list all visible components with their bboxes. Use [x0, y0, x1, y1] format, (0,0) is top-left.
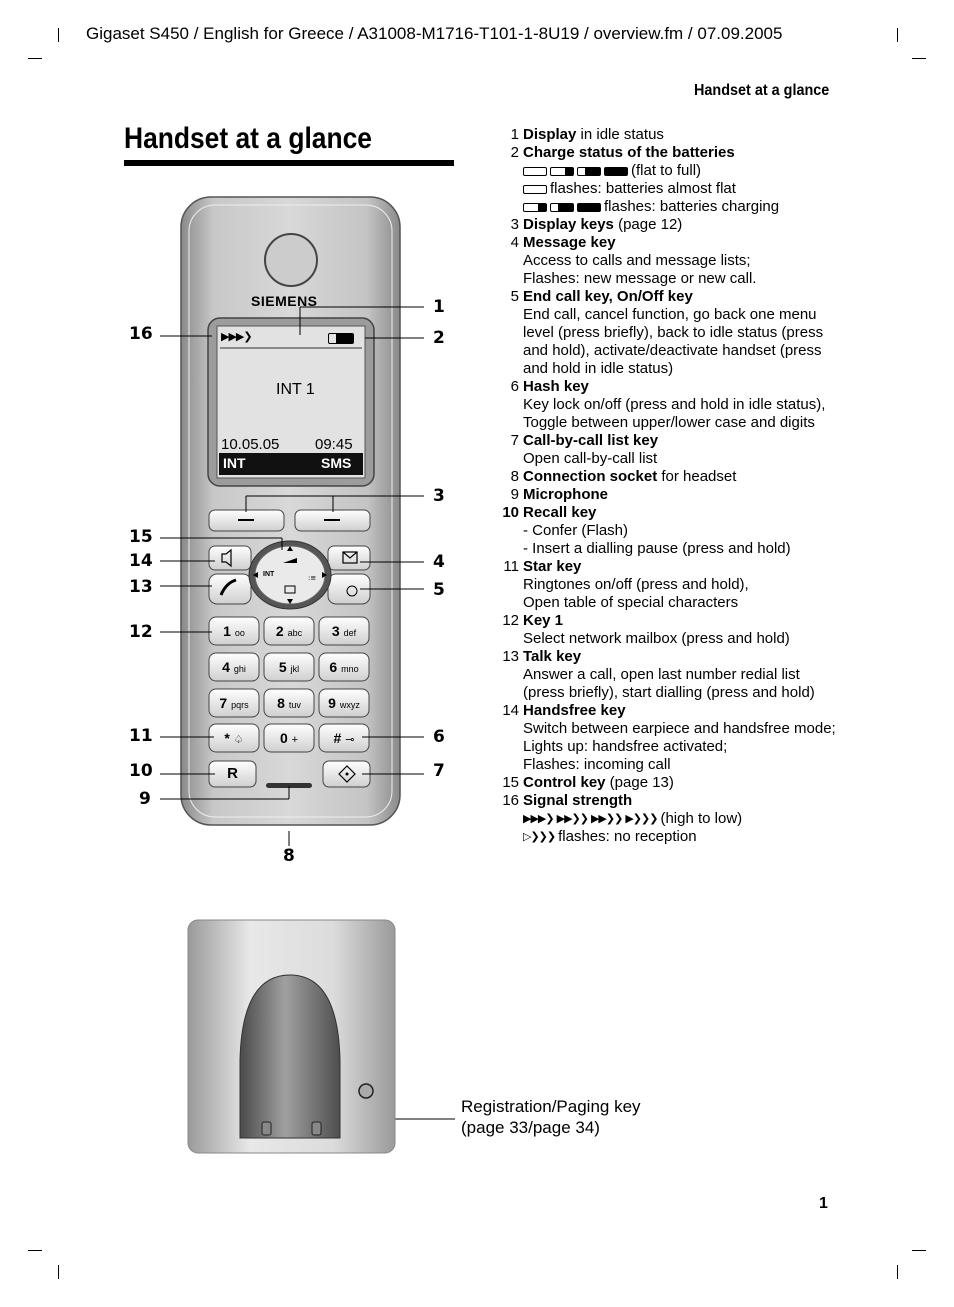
- caption-line: Registration/Paging key: [461, 1097, 641, 1116]
- item-text: flashes: batteries charging: [604, 198, 780, 215]
- caption-line: (page 33/page 34): [461, 1118, 600, 1137]
- item-number: 3: [510, 216, 519, 233]
- talk-key[interactable]: [209, 574, 251, 604]
- item-text: Open table of special characters: [523, 594, 739, 611]
- item-text: flashes: batteries almost flat: [550, 180, 736, 197]
- handset-name: INT 1: [276, 381, 315, 398]
- signal-full-icon: ▶▶▶❯: [523, 812, 554, 826]
- item-title: Display: [523, 126, 577, 143]
- item-text: - Confer (Flash): [523, 522, 629, 539]
- item-title: Connection socket: [523, 468, 658, 485]
- recall-key-label: R: [227, 765, 238, 782]
- signal-mid-icon: ▶▶❯❯: [590, 812, 623, 826]
- item-text: Select network mailbox (press and hold): [523, 630, 790, 647]
- earpiece: [265, 234, 317, 286]
- item-number: 6: [510, 378, 519, 395]
- callout-5: 5: [433, 580, 445, 600]
- key-label: 8 tuv: [277, 695, 301, 711]
- item-text: Access to calls and message lists;: [523, 252, 751, 269]
- softkey-sms-label: SMS: [321, 455, 352, 471]
- item-title: Charge status of the batteries: [523, 144, 735, 161]
- item-number: 10: [502, 504, 519, 521]
- control-key[interactable]: [249, 541, 331, 609]
- key-label: 6 mno: [329, 659, 359, 675]
- item-number: 14: [502, 702, 519, 719]
- item-title: Star key: [523, 558, 582, 575]
- item-number: 1: [510, 126, 519, 143]
- item-number: 9: [510, 486, 519, 503]
- item-text: Toggle between upper/lower case and digits: [523, 414, 815, 431]
- item-text: (flat to full): [631, 162, 702, 179]
- callout-8: 8: [283, 846, 295, 866]
- callout-10: 10: [129, 761, 153, 781]
- running-head: Handset at a glance: [693, 82, 829, 99]
- item-number: 2: [510, 144, 519, 161]
- item-title: Hash key: [523, 378, 589, 395]
- item-text: Key lock on/off (press and hold in idle status),: [523, 396, 826, 413]
- callout-2: 2: [433, 328, 445, 348]
- charging-contact: [312, 1122, 321, 1135]
- base-station: [188, 920, 395, 1153]
- paging-key[interactable]: [359, 1084, 373, 1098]
- item-text: - Insert a dialling pause (press and hold): [523, 540, 791, 557]
- key-label: 3 def: [331, 623, 357, 639]
- display-time: 09:45: [315, 436, 353, 453]
- callout-15: 15: [129, 527, 153, 547]
- signal-high-icon: ▶▶❯❯: [556, 812, 588, 826]
- item-title: Control key: [523, 774, 606, 791]
- item-title: End call key, On/Off key: [523, 288, 693, 305]
- signal-none-icon: ▷❯❯❯: [523, 830, 556, 844]
- signal-strength-icon: ▶▶▶❯: [221, 330, 252, 343]
- handsfree-key[interactable]: [209, 546, 251, 570]
- item-title: Display keys: [523, 216, 614, 233]
- charging-contact: [262, 1122, 271, 1135]
- item-text: (page 13): [605, 774, 674, 791]
- item-number: 13: [502, 648, 519, 665]
- callout-6: 6: [433, 727, 445, 747]
- item-text: Lights up: handsfree activated;: [523, 738, 728, 755]
- item-text: Flashes: new message or new call.: [523, 270, 757, 287]
- callout-16: 16: [129, 324, 153, 344]
- item-number: 7: [510, 432, 519, 449]
- item-title: Microphone: [523, 486, 608, 503]
- registration-key-caption: [461, 1096, 641, 1138]
- item-text: flashes: no reception: [558, 828, 697, 846]
- key-label: 0 +: [279, 730, 299, 746]
- item-title: Call-by-call list key: [523, 432, 659, 449]
- item-title: Recall key: [523, 504, 597, 521]
- display-date: 10.05.05: [221, 436, 280, 453]
- battery-status-icon: [328, 330, 357, 348]
- page-number: 1: [819, 1195, 828, 1212]
- callout-4: 4: [433, 552, 445, 572]
- key-label: 4 ghi: [222, 659, 246, 675]
- item-number: 15: [502, 774, 519, 791]
- callout-1: 1: [433, 297, 445, 317]
- item-text: (high to low): [660, 810, 743, 827]
- item-title: Key 1: [523, 612, 564, 629]
- item-title: Signal strength: [523, 792, 633, 809]
- key-label: 1 oo: [223, 623, 245, 639]
- key-label: * ♤: [224, 730, 244, 746]
- key-label: 9 wxyz: [328, 695, 360, 711]
- item-text: (page 12): [613, 216, 683, 233]
- item-text: Flashes: incoming call: [523, 756, 671, 773]
- callout-11: 11: [129, 726, 153, 746]
- callout-7: 7: [433, 761, 445, 781]
- item-number: 4: [510, 234, 519, 251]
- item-text: Answer a call, open last number redial list (press briefly), start dialling (press and hold): [523, 666, 815, 701]
- item-text: in idle status: [576, 126, 664, 143]
- item-title: Talk key: [523, 648, 582, 665]
- item-text: Switch between earpiece and handsfree mode;: [523, 720, 836, 737]
- item-number: 8: [510, 468, 519, 485]
- key-label: 5 jkl: [278, 659, 300, 675]
- item-title: Message key: [523, 234, 616, 251]
- item-number: 5: [510, 288, 519, 305]
- menu-icon: :≡: [308, 574, 317, 582]
- callout-3: 3: [433, 486, 445, 506]
- item-title: Handsfree key: [523, 702, 626, 719]
- callout-13: 13: [129, 577, 153, 597]
- page-title: Handset at a glance: [124, 122, 372, 155]
- item-number: 11: [503, 558, 519, 575]
- brand-logo: SIEMENS: [251, 293, 318, 309]
- callout-9: 9: [139, 789, 151, 809]
- signal-low-icon: ▶❯❯❯: [625, 812, 658, 826]
- key-label: 2 abc: [275, 623, 303, 639]
- item-text: for headset: [657, 468, 737, 485]
- item-text: Open call-by-call list: [523, 450, 658, 467]
- message-key[interactable]: [328, 546, 370, 570]
- callout-14: 14: [129, 551, 153, 571]
- softkey-int-label: INT: [223, 455, 246, 471]
- item-text: End call, cancel function, go back one menu level (press briefly), back to idle status (press and hold), activate/deactivate handset (press and hold in idle status): [523, 306, 824, 377]
- callout-12: 12: [129, 622, 153, 642]
- document-header: Gigaset S450 / English for Greece / A31008-M1716-T101-1-8U19 / overview.fm / 07.09.2005: [86, 24, 783, 43]
- item-number: 16: [502, 792, 519, 809]
- key-label: # ⊸: [333, 730, 355, 746]
- key-label: 7 pqrs: [219, 695, 249, 711]
- nav-int-label: INT: [263, 571, 275, 578]
- item-text: Ringtones on/off (press and hold),: [523, 576, 749, 593]
- item-number: 12: [502, 612, 519, 629]
